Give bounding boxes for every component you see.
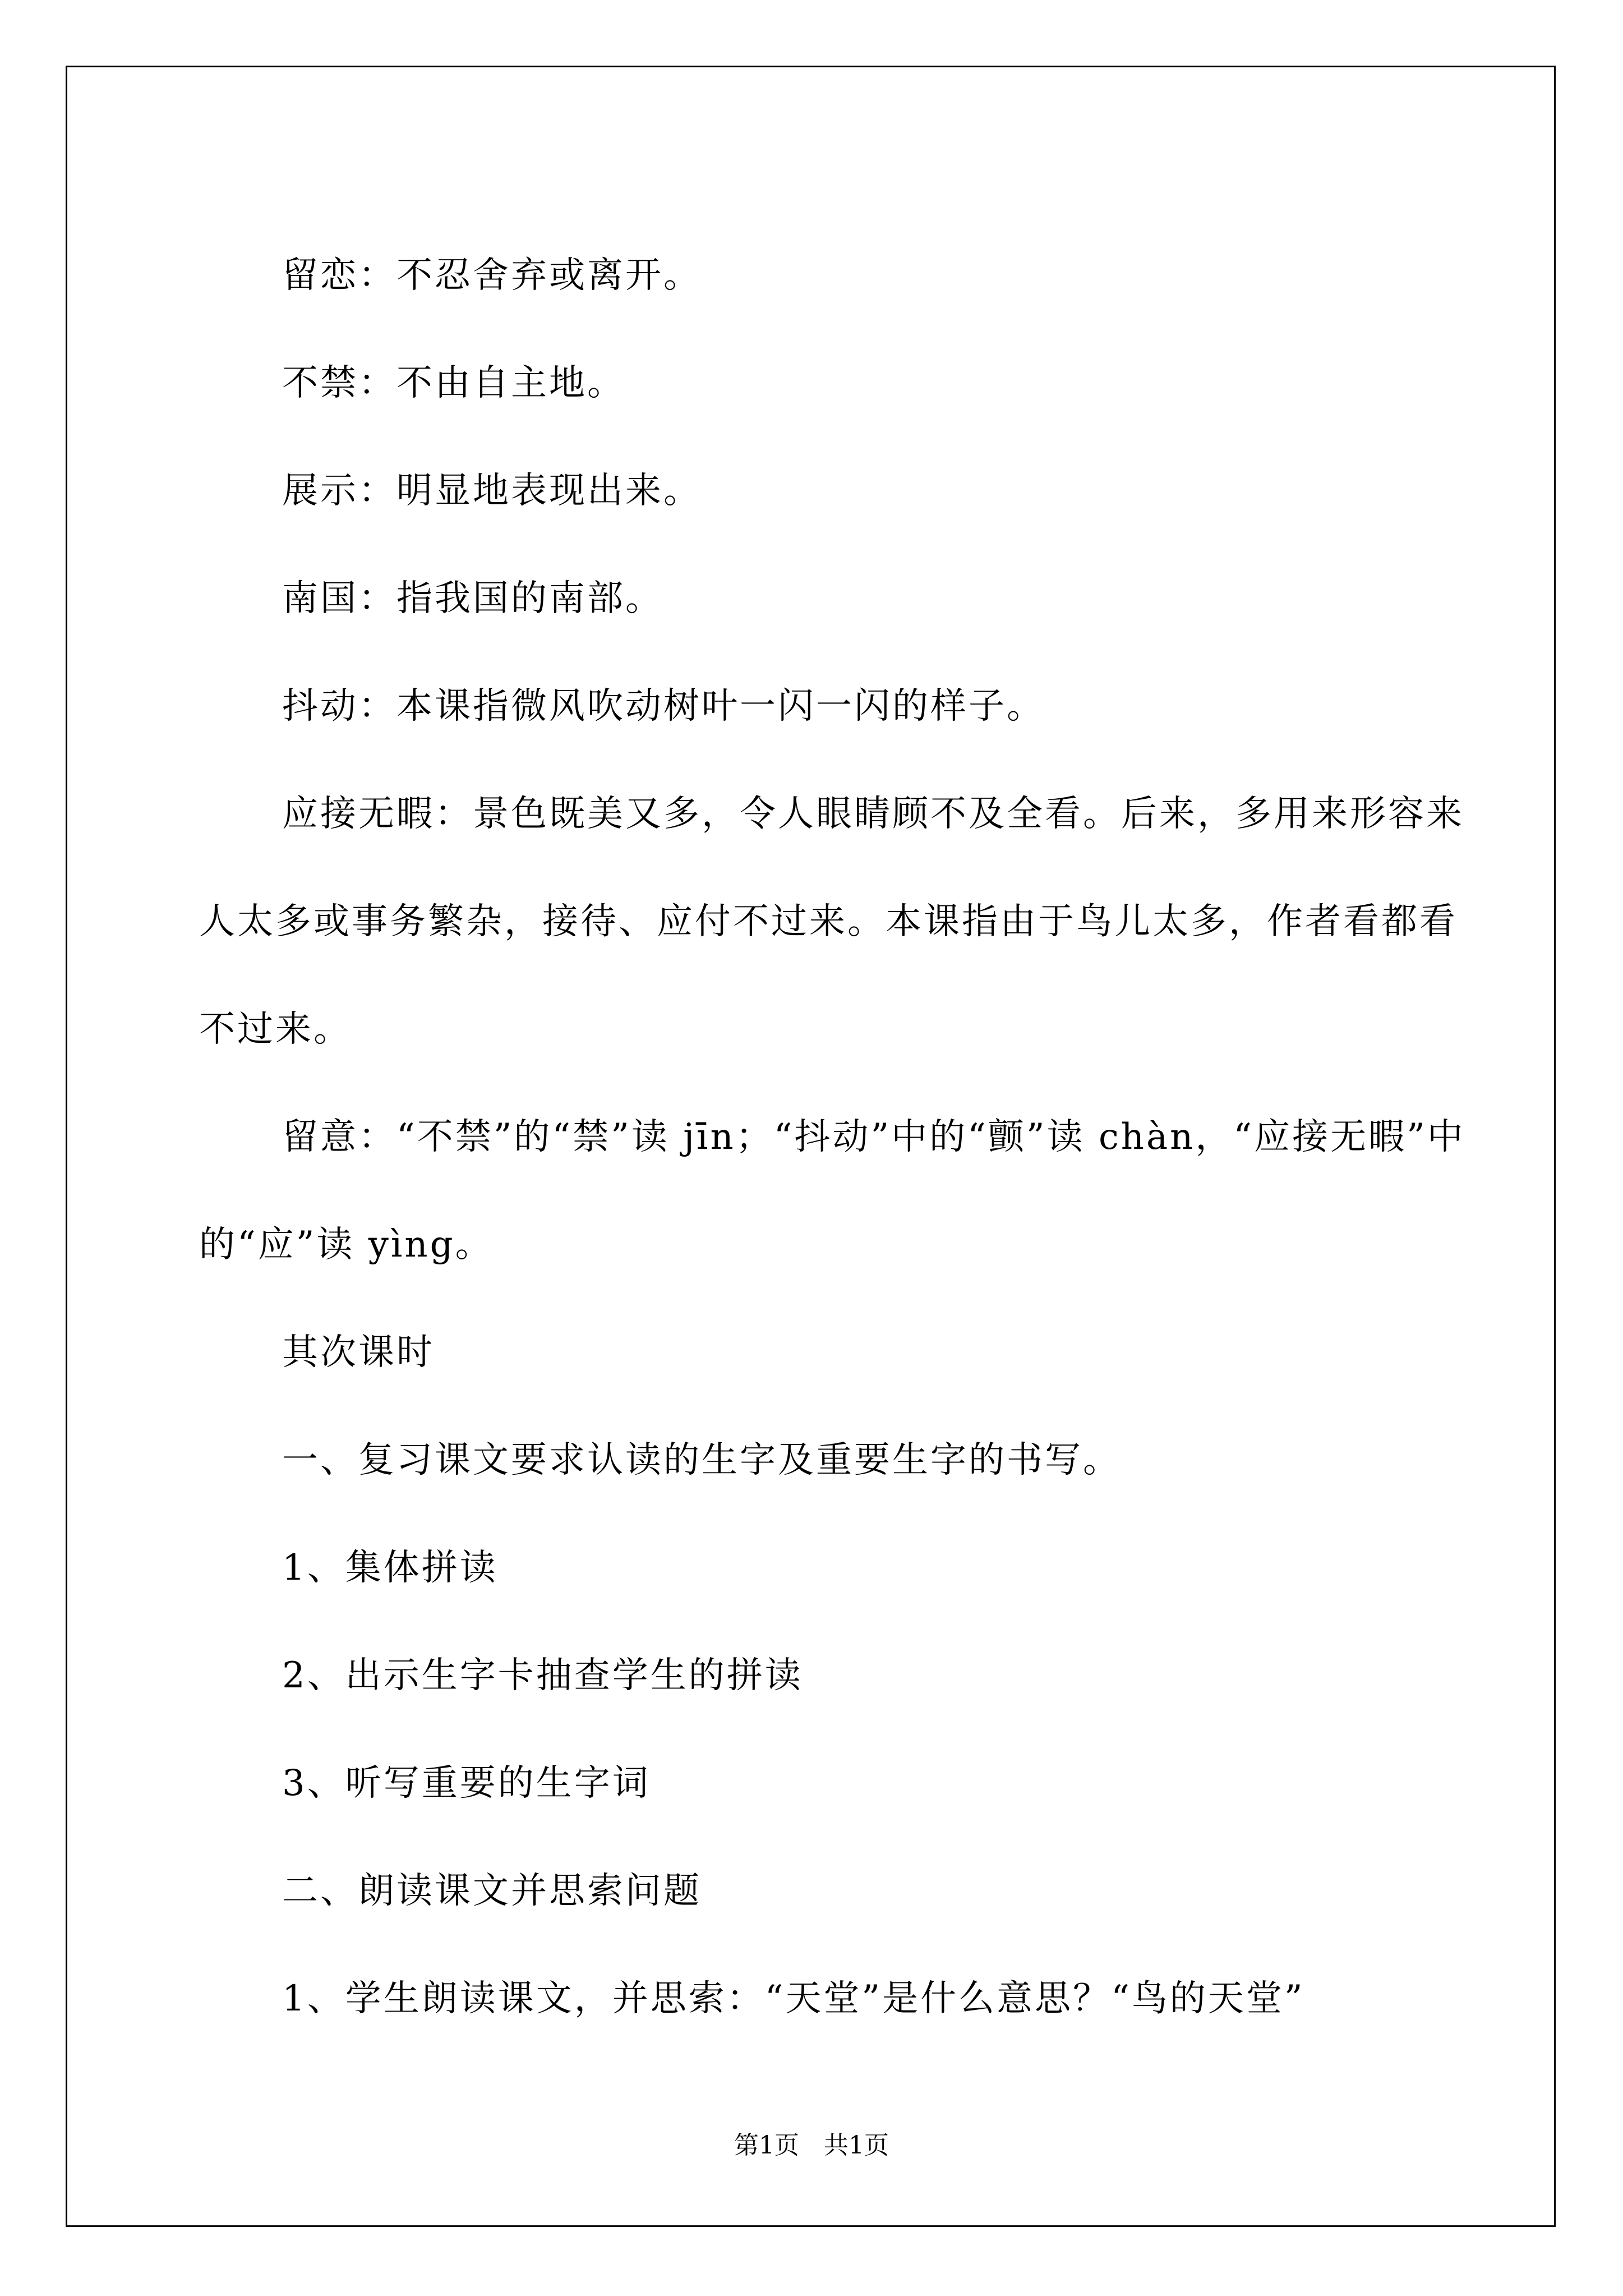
paragraph-nanguo: 南国：指我国的南部。 (282, 578, 663, 619)
paragraph-bujin: 不禁：不由自主地。 (282, 362, 625, 404)
list-item: 2、出示生字卡抽查学生的拼读 (282, 1655, 803, 1696)
page-number: 第1页 共1页 (734, 2131, 889, 2160)
paragraph-reading-heading: 二、朗读课文并思索问题 (282, 1870, 702, 1912)
section-heading-second-lesson: 其次课时 (282, 1332, 435, 1373)
paragraph-liuyi: 留意：“不禁”的“禁”读 jīn；“抖动”中的“颤”读 chàn，“应接无暇”中的“应”读 yìng。 (199, 1116, 1465, 1266)
paragraph-review-heading: 一、复习课文要求认读的生字及重要生字的书写。 (282, 1439, 1121, 1481)
list-item: 3、听写重要的生字词 (282, 1763, 651, 1804)
list-item: 1、学生朗读课文，并思索：“天堂”是什么意思？“鸟的天堂” (282, 1978, 1305, 2019)
paragraph-doudong: 抖动：本课指微风吹动树叶一闪一闪的样子。 (282, 685, 1045, 727)
list-item: 1、集体拼读 (282, 1547, 498, 1589)
paragraph-liulian: 留恋：不忍舍弃或离开。 (282, 255, 702, 296)
paragraph-yingjiewuxia: 应接无暇：景色既美又多，令人眼睛顾不及全看。后来，多用来形容来人太多或事务繁杂，接待、应付不过来。本课指由于鸟儿太多，作者看都看不过来。 (199, 793, 1464, 1050)
paragraph-zhanshi: 展示：明显地表现出来。 (282, 470, 702, 512)
document-body (199, 222, 1472, 2053)
